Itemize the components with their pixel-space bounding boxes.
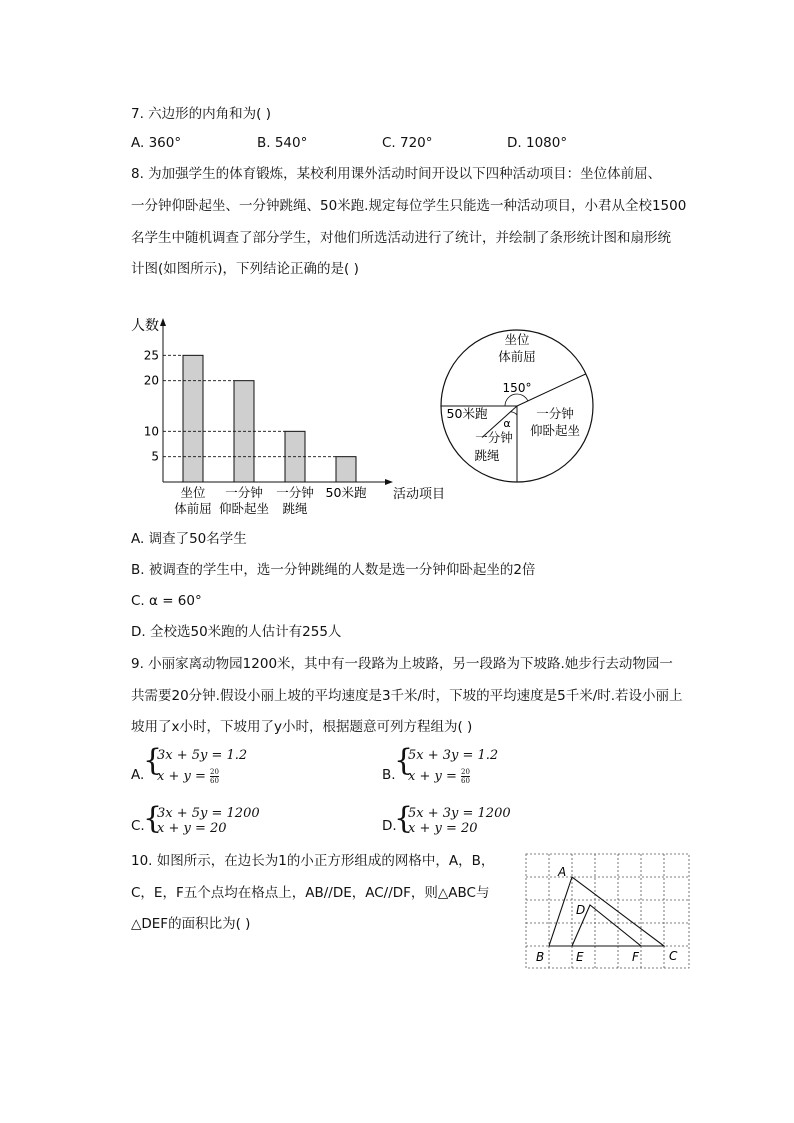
q9-option-a-eq2: x + y = $\frac{20}{60}$: [157, 768, 219, 785]
q9-option-c-letter: C.: [131, 818, 145, 834]
q8-option-d: D. 全校选50米跑的人估计有255人: [131, 624, 342, 640]
point-label-f: F: [632, 950, 639, 964]
y-tick-label-25: 25: [143, 348, 159, 363]
pie-label-run: 50米跑: [446, 406, 488, 421]
angle-arc-alpha: [510, 412, 517, 415]
q10-line-3: △DEF的面积比为( ): [131, 916, 251, 932]
pie-label-sitreach-1: 坐位: [504, 332, 530, 347]
bar-0: [183, 355, 203, 482]
q7-option-d: D. 1080°: [507, 135, 568, 151]
point-label-c: C: [669, 949, 678, 963]
point-label-a: A: [558, 865, 567, 879]
q8-option-b: B. 被调查的学生中，选一分钟跳绳的人数是选一分钟仰卧起坐的2倍: [131, 562, 536, 578]
x-tick-label-2-1: 跳绳: [282, 501, 308, 516]
x-axis-label: 活动项目: [393, 487, 446, 502]
angle-arc-150: [505, 394, 528, 406]
q9-option-b-brace: {: [394, 743, 414, 778]
point-label-d: D: [576, 903, 586, 917]
x-tick-label-0-0: 坐位: [180, 485, 206, 500]
q9-option-a-letter: A.: [131, 767, 145, 783]
point-label-e: E: [576, 950, 584, 964]
pie-label-150: 150°: [502, 381, 532, 395]
y-tick-label-10: 10: [143, 424, 159, 439]
x-tick-label-2-0: 一分钟: [276, 485, 314, 500]
y-axis-label: 人数: [131, 318, 159, 334]
x-tick-label-3-0: 50米跑: [325, 485, 367, 500]
q9-option-b-letter: B.: [382, 767, 396, 783]
q7-option-b: B. 540°: [257, 135, 308, 151]
triangle-abc: [549, 877, 664, 946]
q9-option-d-eq2: x + y = 20: [408, 821, 478, 836]
pie-label-jump-1: 一分钟: [475, 430, 513, 445]
q9-option-c-eq2: x + y = 20: [157, 821, 227, 836]
bar-chart: [125, 310, 455, 520]
x-tick-label-0-1: 体前屈: [174, 501, 212, 516]
q9-option-d-brace: {: [394, 801, 414, 836]
pie-label-situp-2: 仰卧起坐: [529, 423, 581, 438]
pie-label-situp-1: 一分钟: [536, 406, 574, 421]
point-label-b: B: [536, 950, 545, 964]
q9-line-1: 9. 小丽家离动物园1200米，其中有一段路为上坡路，另一段路为下坡路.她步行去动物园一: [131, 656, 673, 672]
q10-line-2: C，E，F五个点均在格点上，AB//DE，AC//DF，则△ABC与: [131, 885, 490, 901]
q9-option-b-eq1: 5x + 3y = 1.2: [408, 748, 499, 763]
y-axis-arrow: [160, 318, 166, 326]
q8-option-c: C. α = 60°: [131, 593, 202, 609]
q8-line-4: 计图(如图所示)，下列结论正确的是( ): [131, 261, 359, 277]
q7-option-a: A. 360°: [131, 135, 182, 151]
q9-option-a-brace: {: [143, 743, 163, 778]
pie-label-sitreach-2: 体前屈: [498, 349, 536, 364]
q9-line-2: 共需要20分钟.假设小丽上坡的平均速度是3千米/时，下坡的平均速度是5千米/时.若设小丽上: [131, 688, 683, 704]
bar-3: [336, 457, 356, 482]
x-tick-label-1-1: 仰卧起坐: [218, 501, 270, 516]
q9-option-d-eq1: 5x + 3y = 1200: [408, 806, 511, 821]
q9-option-c-brace: {: [143, 801, 163, 836]
q9-option-b-eq2: x + y = $\frac{20}{60}$: [408, 768, 470, 785]
q8-option-a: A. 调查了50名学生: [131, 531, 247, 547]
pie-label-jump-2: 跳绳: [474, 448, 500, 463]
q9-option-d-letter: D.: [382, 818, 397, 834]
q9-line-3: 坡用了x小时，下坡用了y小时，根据题意可列方程组为( ): [131, 719, 473, 735]
q7-stem: 7. 六边形的内角和为( ): [131, 106, 271, 122]
q7-option-c: C. 720°: [382, 135, 433, 151]
q8-line-3: 名学生中随机调查了部分学生，对他们所选活动进行了统计，并绘制了条形统计图和扇形统: [131, 230, 671, 246]
pie-chart: [437, 306, 597, 486]
x-tick-label-1-0: 一分钟: [225, 485, 263, 500]
grid-lines: [526, 854, 689, 968]
q9-option-a-eq1: 3x + 5y = 1.2: [157, 748, 248, 763]
q8-line-2: 一分钟仰卧起坐、一分钟跳绳、50米跑.规定每位学生只能选一种活动项目，小君从全校1500: [131, 198, 687, 214]
grid-figure: [524, 852, 692, 972]
q9-option-c-eq1: 3x + 5y = 1200: [157, 806, 260, 821]
y-tick-label-5: 5: [151, 449, 159, 464]
q8-line-1: 8. 为加强学生的体育锻炼，某校利用课外活动时间开设以下四种活动项目：坐位体前屈、: [131, 166, 662, 182]
q10-line-1: 10. 如图所示，在边长为1的小正方形组成的网格中，A，B，: [131, 853, 495, 869]
x-axis-arrow: [385, 479, 393, 485]
pie-label-alpha: α: [503, 417, 511, 430]
y-tick-label-20: 20: [143, 373, 159, 388]
